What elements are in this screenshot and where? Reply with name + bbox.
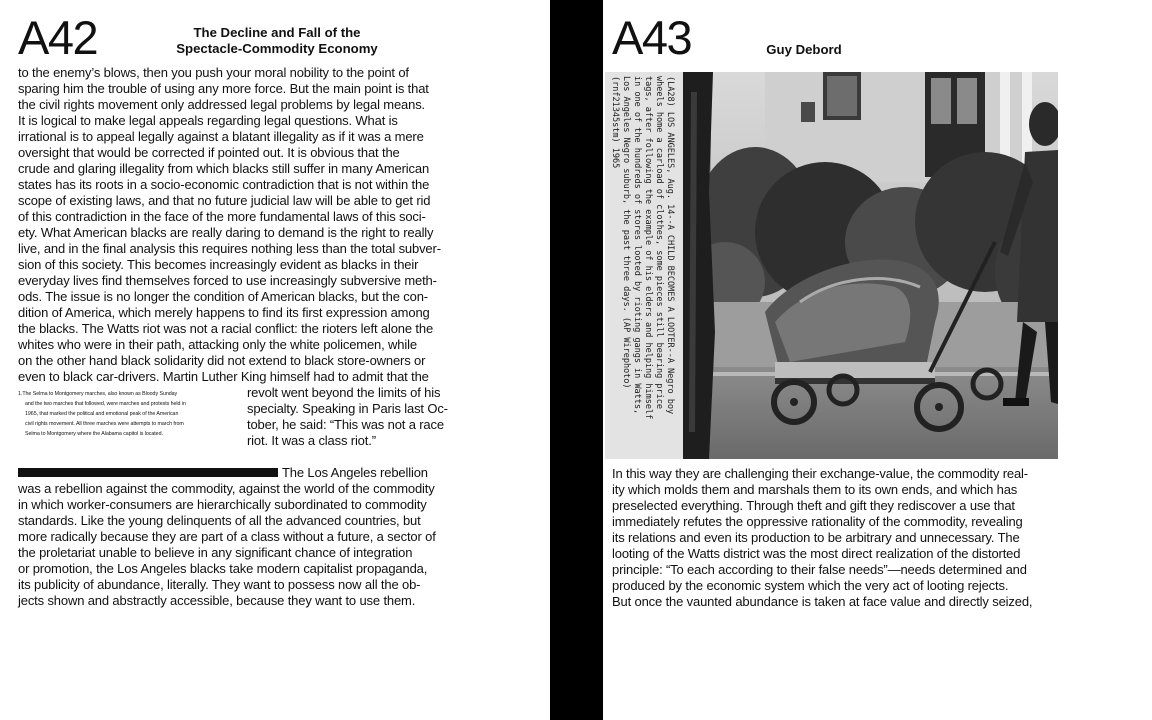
text-line: scope of existing laws, and that no future judicial law will be able to get rid [18, 193, 431, 208]
text-line: whites who were in their path, attacking only the white policemen, while [18, 337, 417, 352]
text-line: But once the vaunted abundance is taken at face value and directly seized, [612, 594, 1033, 609]
page-number-a42: A42 [18, 11, 98, 64]
text-line: was a rebellion against the commodity, against the world of the commodity [18, 481, 435, 496]
text-line: ity which molds them and marshals them to its own ends, and which has [612, 482, 1018, 497]
chapter-title-line-2: Spectacle-Commodity Economy [176, 41, 378, 56]
footnote-line: and the two marches that followed, were marches and protests held in [25, 401, 186, 407]
text-line: oversight that would be corrected if pointed out. It is obvious that the [18, 145, 400, 160]
text-line: riot. It was a class riot.” [247, 433, 376, 448]
caption-line: Los Angeles Negro suburb, the past three days. (AP Wirephoto) [621, 76, 631, 389]
text-line: the blacks. The Watts riot was not a racial conflict: the rioters left alone the [18, 321, 434, 336]
caption-line: (rnf21345stm) 1965 [610, 76, 620, 169]
text-line: everyday lives find themselves forced to use increasingly subversive meth- [18, 273, 437, 288]
caption-line: in one of the hundreds of stores looted by rioting gangs in Watts, [632, 76, 642, 415]
chapter-title [166, 25, 388, 57]
left-page [0, 0, 550, 720]
text-line: of this contradiction in the face of the more fundamental laws of this soci- [18, 209, 426, 224]
footnote-line: 1965, that marked the political and emotional peak of the American [25, 411, 179, 417]
page-number-a43: A43 [612, 11, 692, 64]
text-line: looting of the Watts district was the most direct realization of the distorted [612, 546, 1021, 561]
text-line: tober, he said: “This was not a race [247, 417, 444, 432]
text-line: states has its roots in a socio-economic contradiction that is not within the [18, 177, 430, 192]
text-line: produced by the economic system which the very act of looting rejects. [612, 578, 1009, 593]
text-line: the proletariat unable to believe in any significant chance of integration [18, 545, 413, 560]
text-line: immediately refutes the oppressive rationality of the commodity, revealing [612, 514, 1023, 529]
text-line: the civil rights movement only addressed legal problems by legal means. [18, 97, 426, 112]
text-line: It is logical to make legal appeals regarding legal questions. What is [18, 113, 398, 128]
text-line: In this way they are challenging their exchange-value, the commodity real- [612, 466, 1028, 481]
text-line: revolt went beyond the limits of his [247, 385, 441, 400]
text-line: principle: “To each according to their false needs”—needs determined and [612, 562, 1027, 577]
text-line: live, and in the final analysis this requires nothing less than the total subver- [18, 241, 441, 256]
text-line: sparing him the trouble of using any more force. But the main point is that [18, 81, 429, 96]
text-line: standards. Like the young delinquents of all the advanced countries, but [18, 513, 421, 528]
chapter-title-line-1: The Decline and Fall of the [193, 25, 361, 40]
text-line: even to black car-drivers. Martin Luther King himself had to admit that the [18, 369, 429, 384]
caption-line: (LA28) LOS ANGELES, Aug. 14--A CHILD BECOMES A LOOTER--A Negro boy [665, 76, 675, 415]
text-line: preselected everything. Through theft and gift they rediscover a use that [612, 498, 1015, 513]
paragraph-lead-in: The Los Angeles rebellion [282, 465, 428, 480]
right-page [603, 0, 1152, 720]
text-line: ety. What American blacks are really daring to demand is the right to really [18, 225, 434, 240]
text-line: in which worker-consumers are hierarchically subordinated to commodity [18, 497, 427, 512]
text-line: its relations and even its production to be arbitrary and unnecessary. The [612, 530, 1020, 545]
footnote-line: civil rights movement. All three marches were attempts to march from [25, 421, 184, 427]
text-line: jects shown and abstractly accessible, because they want to use them. [18, 593, 416, 608]
text-line: more radically because they are part of a class without a future, a sector of [18, 529, 436, 544]
center-gutter [550, 0, 603, 720]
text-line: or promotion, the Los Angeles blacks take modern capitalist propaganda, [18, 561, 428, 576]
footnote-line: 1.The Selma to Montgomery marches, also known as Bloody Sunday [18, 391, 178, 397]
text-line: its publicity of abundance, literally. They want to possess now all the ob- [18, 577, 421, 592]
text-line: ods. The issue is no longer the condition of American blacks, but the con- [18, 289, 428, 304]
text-line: to the enemy’s blows, then you push your moral nobility to the point of [18, 65, 409, 80]
author-name: Guy Debord [766, 42, 842, 57]
text-line: irrational is to appeal legally against a blatant illegality as if it was a mere [18, 129, 424, 144]
footnote-line: Selma to Montgomery where the Alabama capitol is located. [25, 431, 163, 437]
text-line: dition of America, which merely happens to find its first expression among [18, 305, 430, 320]
section-divider-bar [18, 468, 278, 477]
text-line: sion of this society. This becomes increasingly evident as blacks in their [18, 257, 419, 272]
text-line: on the other hand black solidarity did not extend to black store-owners or [18, 353, 426, 368]
text-line: crude and glaring illegality from which blacks still suffer in many American [18, 161, 430, 176]
text-line: specialty. Speaking in Paris last Oc- [247, 401, 448, 416]
caption-line: tags, after following the example of his elders and helping himself [643, 76, 653, 420]
caption-line: wheels home a carload of clothes, some pieces still bearing price [654, 76, 664, 410]
